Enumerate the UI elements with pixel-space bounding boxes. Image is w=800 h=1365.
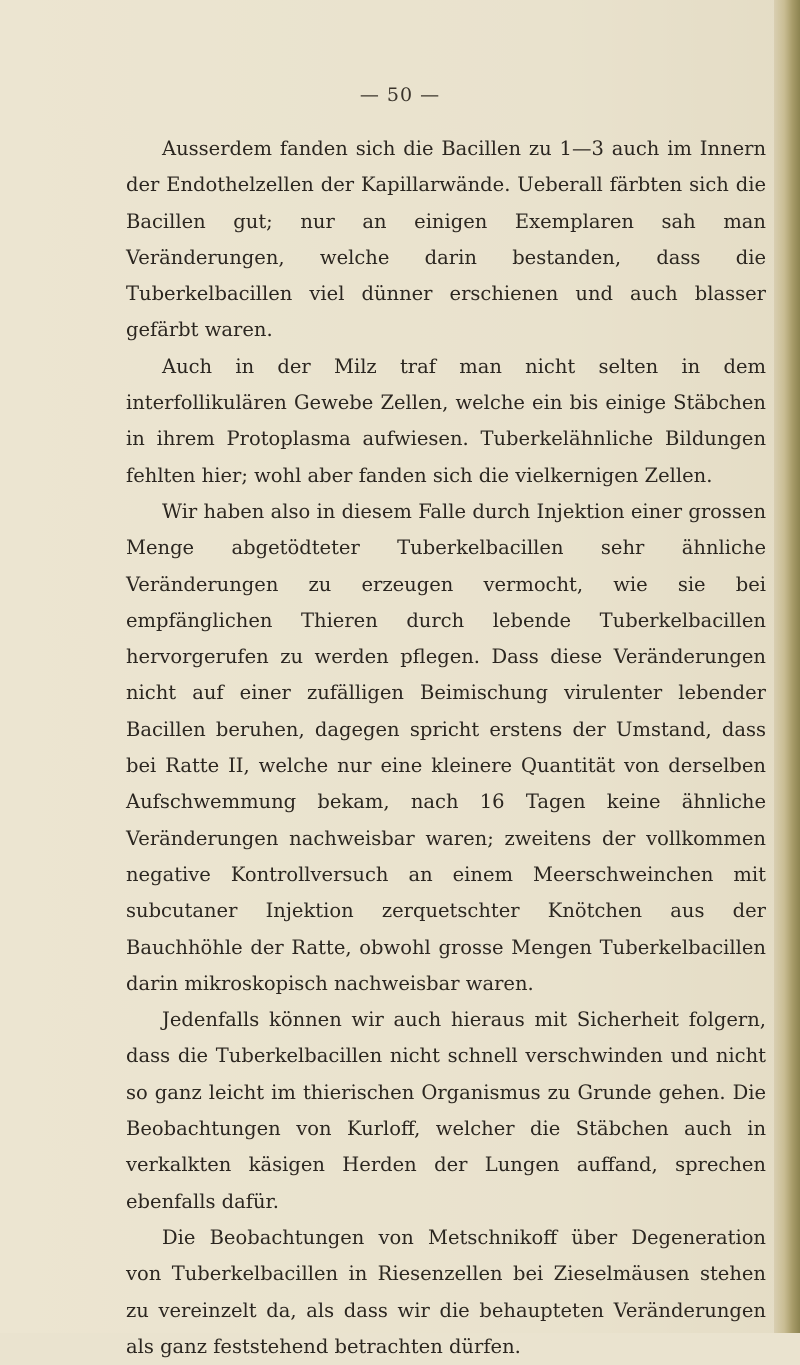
- page-edge: [774, 0, 800, 1333]
- paragraph-5: Die Beobachtungen von Metschnikoff über Degeneration von Tuberkelbacillen in Riesenzellen bei Zieselmäusen stehen zu vereinzelt da, als dass wir die behaupteten Veränderungen als ganz feststehend betrachten dürfen.: [126, 1225, 766, 1358]
- paragraph-3: Wir haben also in diesem Falle durch Injektion einer grossen Menge abgetödteter Tuberkelbacillen sehr ähnliche Veränderungen zu erzeugen vermocht, wie sie bei empfänglichen Thieren durch lebende Tuberkelbacillen hervorgerufen zu werden pflegen. Dass diese Veränderungen nicht auf einer zufälligen Beimischung virulenter lebender Bacillen beruhen, dagegen spricht erstens der Umstand, dass bei Ratte II, welche nur eine kleinere Quantität von derselben Aufschwemmung bekam, nach 16 Tagen keine ähnliche Veränderungen nachweisbar waren; zweitens der vollkommen negative Kontrollversuch an einem Meerschweinchen mit subcutaner Injektion zerquetschter Knötchen aus der Bauchhöhle der Ratte, obwohl grosse Mengen Tuberkelbacillen darin mikroskopisch nachweisbar waren.: [126, 499, 766, 995]
- body-text: [126, 131, 766, 1365]
- paragraph-4: Jedenfalls können wir auch hieraus mit Sicherheit folgern, dass die Tuberkelbacillen nicht schnell verschwinden und nicht so ganz leicht im thierischen Organismus zu Grunde gehen. Die Beobachtungen von Kurloff, welcher die Stäbchen auch in verkalkten käsigen Herden der Lungen auffand, sprechen ebenfalls dafür.: [126, 1008, 766, 1213]
- page-number: — 50 —: [359, 84, 441, 106]
- paragraph-2: Auch in der Milz traf man nicht selten in dem interfollikulären Gewebe Zellen, welche ein bis einige Stäbchen in ihrem Protoplasma aufwiesen. Tuberkelähnliche Bildungen fehlten hier; wohl aber fanden sich die vielkernigen Zellen.: [126, 354, 766, 487]
- paragraph-1: Ausserdem fanden sich die Bacillen zu 1—3 auch im Innern der Endothelzellen der Kapillarwände. Ueberall färbten sich die Bacillen gut; nur an einigen Exemplaren sah man Veränderungen, welche darin bestanden, dass die Tuberkelbacillen viel dünner erschienen und auch blasser gefärbt waren.: [126, 137, 766, 342]
